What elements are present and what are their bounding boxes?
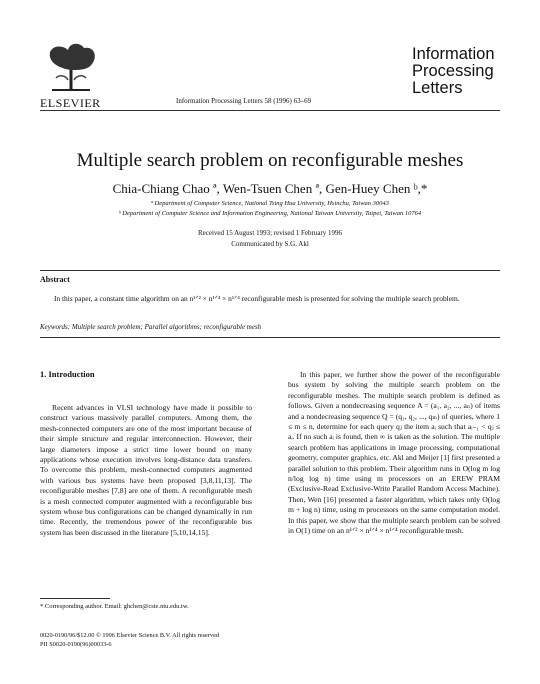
abstract-heading: Abstract — [40, 275, 70, 284]
journal-citation: Information Processing Letters 58 (1996) 63–69 — [176, 97, 312, 105]
header-divider — [40, 110, 500, 111]
journal-title-line: Letters — [412, 79, 463, 97]
author-list: Chia-Chiang Chao ª, Wen-Tsuen Chen ª, Gen-Huey Chen ᵇ,* — [112, 181, 428, 196]
abstract-divider-bottom — [40, 337, 500, 338]
publisher-tree-logo — [40, 40, 102, 94]
copyright-notice — [40, 631, 219, 649]
corresponding-author-footnote: * Corresponding author. Email: ghchen@csie.ntu.edu.tw. — [40, 603, 189, 610]
affiliation-b: ᵇ Department of Computer Science and Information Engineering, National Taiwan University, Taipei, Taiwan 10764 — [118, 210, 422, 217]
paper-title: Multiple search problem on reconfigurable meshes — [76, 150, 464, 171]
keywords: Keywords: Multiple search problem; Parallel algorithms; reconfigurable mesh — [40, 323, 262, 331]
pii-line: PII S0020-0190(96)00033-6 — [40, 641, 112, 648]
publisher-name: ELSEVIER — [40, 96, 101, 110]
copyright-line: 0020-0190/96/$12.00 © 1996 Elsevier Science B.V. All rights reserved — [40, 632, 220, 639]
received-dates: Received 15 August 1993; revised 1 February 1996 — [197, 229, 343, 237]
section-heading: 1. Introduction — [40, 369, 95, 379]
journal-title-line: Processing — [412, 62, 494, 80]
abstract-divider-top — [40, 270, 500, 271]
body-text-right-column: In this paper, we further show the power of the reconfigurable bus system by solving the multiple search problem on the reconfigurable meshes. The multiple search problem is defined as follows. Given a nondecreasing sequence A = (a₁, a₂, ..., aₙ) of items and a nondecreasing sequence Q = (q₁, q₂, ..., qₘ) of queries, where 1 ≤ m ≤ n, determine for each query qⱼ the item aᵢ such that aᵢ₋₁ < qⱼ ≤ aᵢ. If no such aᵢ is found, then ∞ is taken as the solution. The multiple search problem has applications in image processing, computational geometry, computer graphics, etc. Akl and Meijer [1] first presented a parallel solution to this problem. Their algorithm runs in O(log m log n/log log n) time using m processors on an EREW PRAM (Exclusive-Read Exclusive-Write Parallel Random Access Machine). Then, Wen [16] presented a faster algorithm, which takes only O(log m + log n) time, using m processors on the same computation model. In this paper, we show that the multiple search problem can be solved in O(1) time on an n¹ᐟ² × n¹ᐟ⁴ × n¹ᐟ⁴ reconfigurable mesh. — [288, 370, 500, 536]
communicated-by: Communicated by S.G. Akl — [231, 240, 309, 248]
abstract-text: In this paper, a constant time algorithm on an n¹ᐟ² × n¹ᐟ⁴ × n¹ᐟ⁴ reconfigurable mesh is presented for solving the multiple search problem. — [54, 294, 460, 303]
affiliation-a: ª Department of Computer Science, National Tsing Hua University, Hsinchu, Taiwan 30043 — [151, 200, 389, 207]
body-text-left-column: Recent advances in VLSI technology have made it possible to construct various massively parallel computers. Among them, the mesh-connected computers are one of the most important because of their simple structure and regular interconnection. However, their large diameters impose a strict time lower bound on many applications whose execution involves long-distance data transfers. To overcome this problem, mesh-connected computers augmented with various bus systems have been proposed [3,8,11,13]. The reconfigurable meshes [7,8] are one of them. A reconfigurable mesh is a mesh connected computer augmented with a reconfigurable bus system whose bus configurations can be changed dynamically in run time. Recently, the tremendous power of the reconfigurable bus system has been discussed in the literature [5,10,14,15]. — [40, 403, 252, 537]
journal-title-line: Information — [412, 45, 495, 63]
footnote-divider — [40, 598, 110, 599]
journal-title — [412, 46, 495, 97]
